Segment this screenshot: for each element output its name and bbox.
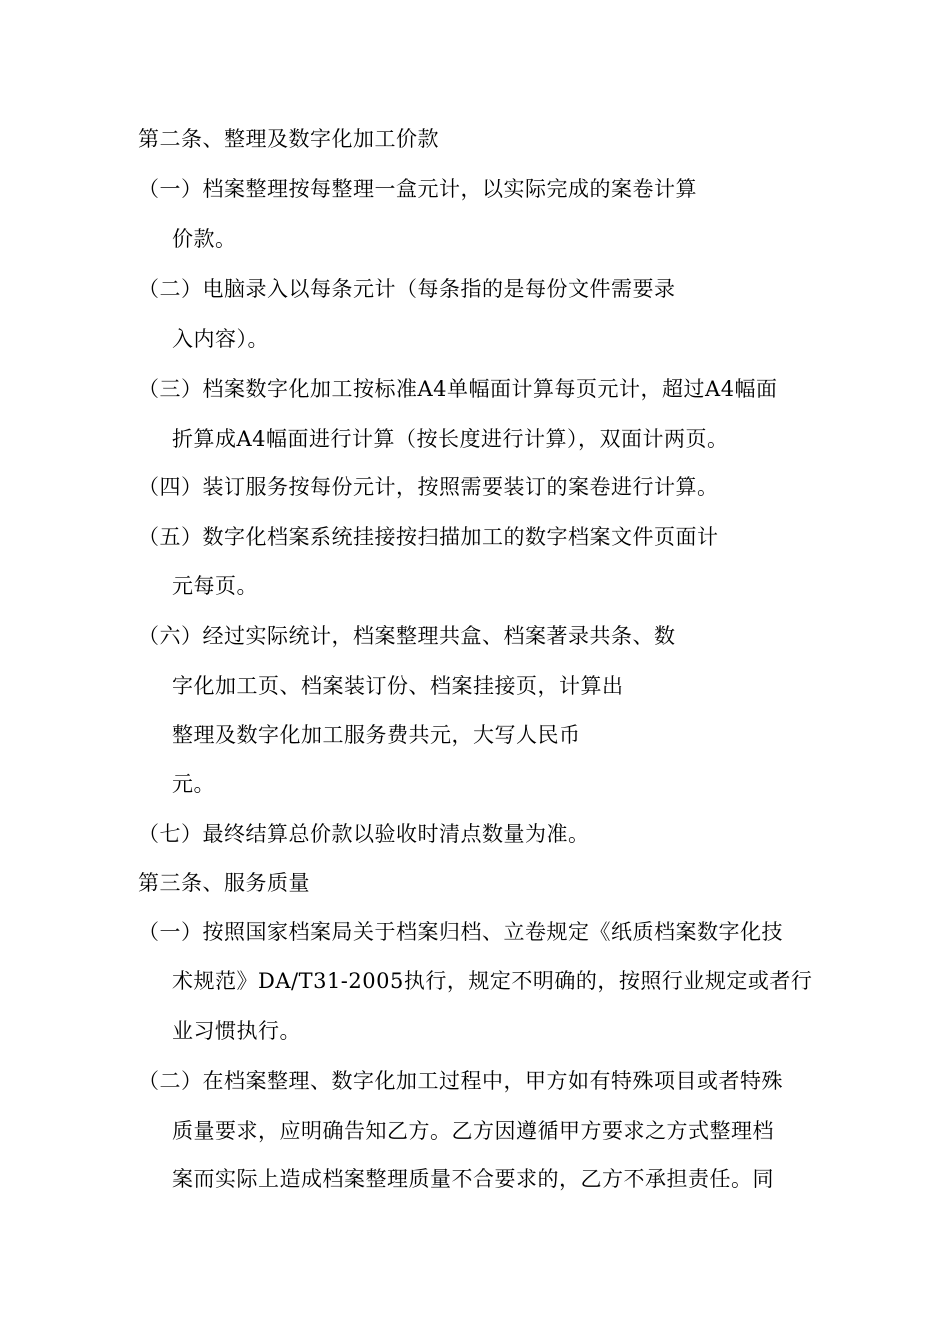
clause-line: 元。 <box>172 772 215 796</box>
clause-line: 字化加工页、档案装订份、档案挂接页，计算出 <box>172 674 624 698</box>
clause-line: 术规范》DA/T31-2005执行，规定不明确的，按照行业规定或者行 <box>172 969 813 993</box>
clause-line: （二）电脑录入以每条元计（每条指的是每份文件需要录 <box>138 277 676 301</box>
clause-line: （一）按照国家档案局关于档案归档、立卷规定《纸质档案数字化技 <box>138 920 783 944</box>
clause-line: （三）档案数字化加工按标准A4单幅面计算每页元计，超过A4幅面 <box>138 377 778 401</box>
section-heading: 第三条、服务质量 <box>138 871 310 895</box>
clause-line: 折算成A4幅面进行计算（按长度进行计算），双面计两页。 <box>172 427 729 451</box>
clause-line: （一）档案整理按每整理一盒元计，以实际完成的案卷计算 <box>138 177 697 201</box>
clause-line: 业习惯执行。 <box>172 1019 301 1043</box>
clause-line: 价款。 <box>172 227 237 251</box>
clause-line: （四）装订服务按每份元计，按照需要装订的案卷进行计算。 <box>138 475 719 499</box>
clause-line: 入内容）。 <box>172 327 269 351</box>
section-heading: 第二条、整理及数字化加工价款 <box>138 127 439 151</box>
clause-line: 案而实际上造成档案整理质量不合要求的，乙方不承担责任。同 <box>172 1167 774 1191</box>
clause-line: 质量要求，应明确告知乙方。乙方因遵循甲方要求之方式整理档 <box>172 1119 774 1143</box>
clause-line: （二）在档案整理、数字化加工过程中，甲方如有特殊项目或者特殊 <box>138 1069 783 1093</box>
clause-line: （七）最终结算总价款以验收时清点数量为准。 <box>138 822 590 846</box>
clause-line: 整理及数字化加工服务费共元，大写人民币 <box>172 723 581 747</box>
clause-line: （六）经过实际统计，档案整理共盒、档案著录共条、数 <box>138 624 676 648</box>
clause-line: 元每页。 <box>172 574 258 598</box>
clause-line: （五）数字化档案系统挂接按扫描加工的数字档案文件页面计 <box>138 525 719 549</box>
